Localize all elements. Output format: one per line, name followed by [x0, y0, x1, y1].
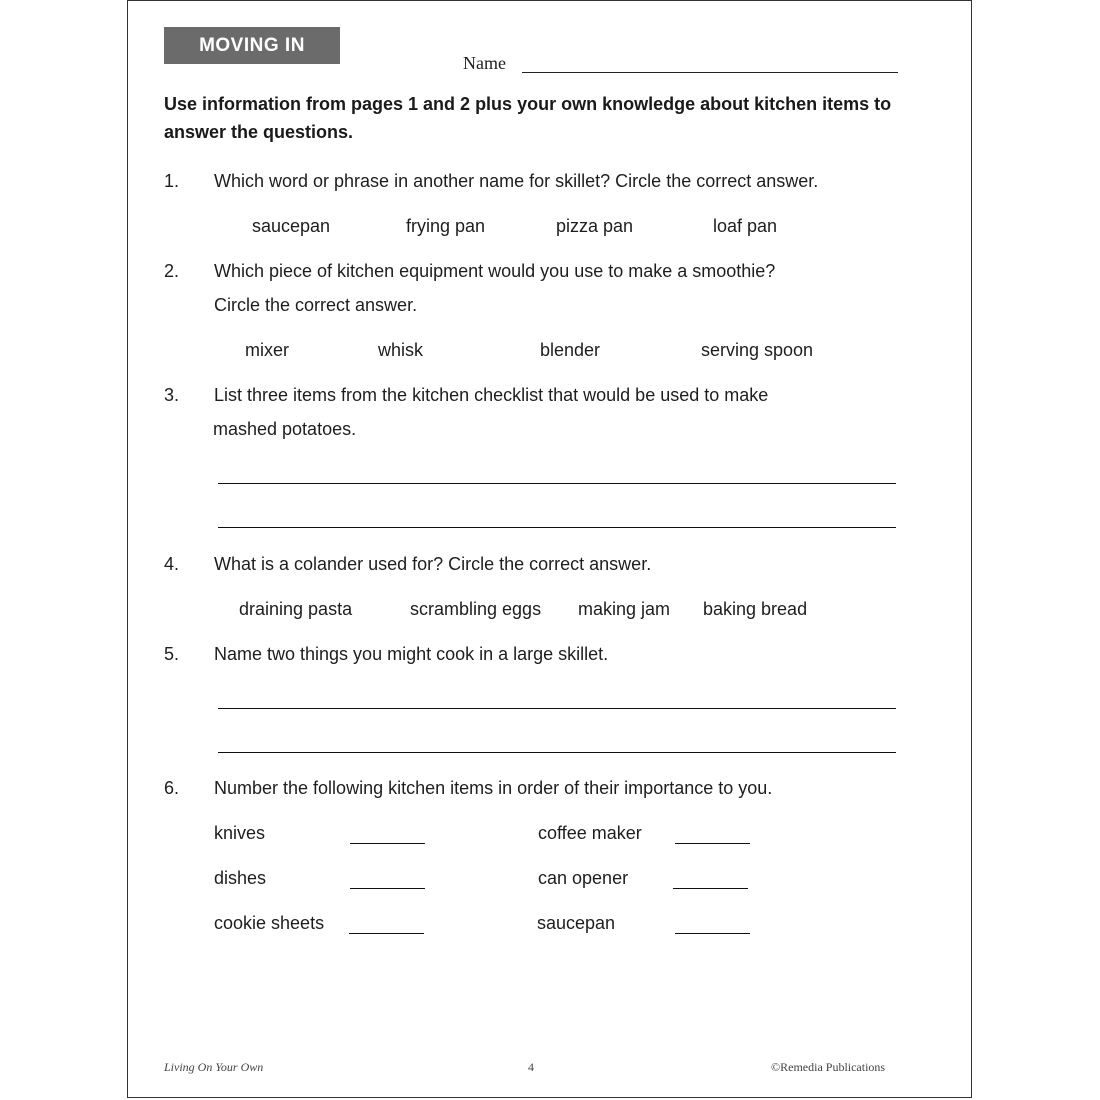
- question-text: Circle the correct answer.: [214, 295, 418, 315]
- ranking-item: coffee maker: [538, 823, 642, 843]
- ranking-item: knives: [214, 823, 266, 843]
- question-text: What is a colander used for? Circle the correct answer.: [214, 554, 652, 574]
- question-text: List three items from the kitchen checklist that would be used to make: [214, 385, 769, 405]
- ranking-blank[interactable]: [673, 888, 748, 889]
- question-number: 4.: [164, 554, 180, 574]
- question-number: 1.: [164, 171, 180, 191]
- ranking-blank[interactable]: [349, 933, 424, 934]
- question-number: 5.: [164, 644, 180, 664]
- question-text: Which word or phrase in another name for skillet? Circle the correct answer.: [214, 171, 819, 191]
- question-number: 3.: [164, 385, 180, 405]
- ranking-item: cookie sheets: [214, 913, 325, 933]
- question-number: 2.: [164, 261, 180, 281]
- answer-option[interactable]: whisk: [378, 340, 424, 360]
- answer-option[interactable]: frying pan: [406, 216, 486, 236]
- question-number: 6.: [164, 778, 180, 798]
- ranking-item: can opener: [538, 868, 629, 888]
- name-input-line[interactable]: [522, 72, 898, 73]
- answer-line[interactable]: [218, 527, 896, 528]
- name-label: Name: [463, 53, 506, 73]
- question-text: Which piece of kitchen equipment would you use to make a smoothie?: [214, 261, 776, 281]
- answer-option[interactable]: making jam: [578, 599, 671, 619]
- question-text: Name two things you might cook in a large skillet.: [214, 644, 609, 664]
- section-title-badge: MOVING IN: [164, 27, 340, 64]
- instructions: Use information from pages 1 and 2 plus your own knowledge about kitchen items to answer the questions.: [164, 94, 892, 142]
- answer-option[interactable]: saucepan: [252, 216, 331, 236]
- question-text: Number the following kitchen items in order of their importance to you.: [214, 778, 773, 798]
- ranking-blank[interactable]: [350, 843, 425, 844]
- answer-option[interactable]: baking bread: [703, 599, 808, 619]
- answer-option[interactable]: draining pasta: [239, 599, 353, 619]
- answer-line[interactable]: [218, 752, 896, 753]
- ranking-blank[interactable]: [350, 888, 425, 889]
- answer-option[interactable]: serving spoon: [701, 340, 814, 360]
- footer-page-number: 4: [528, 1060, 534, 1074]
- answer-option[interactable]: mixer: [245, 340, 289, 360]
- answer-option[interactable]: pizza pan: [556, 216, 634, 236]
- ranking-item: dishes: [214, 868, 267, 888]
- ranking-blank[interactable]: [675, 843, 750, 844]
- ranking-blank[interactable]: [675, 933, 750, 934]
- answer-option[interactable]: blender: [540, 340, 601, 360]
- footer-copyright: ©Remedia Publications: [771, 1060, 886, 1074]
- question-text: mashed potatoes.: [213, 419, 357, 439]
- footer-book-title: Living On Your Own: [164, 1060, 264, 1074]
- answer-line[interactable]: [218, 483, 896, 484]
- answer-line[interactable]: [218, 708, 896, 709]
- ranking-item: saucepan: [537, 913, 616, 933]
- answer-option[interactable]: scrambling eggs: [410, 599, 542, 619]
- answer-option[interactable]: loaf pan: [713, 216, 778, 236]
